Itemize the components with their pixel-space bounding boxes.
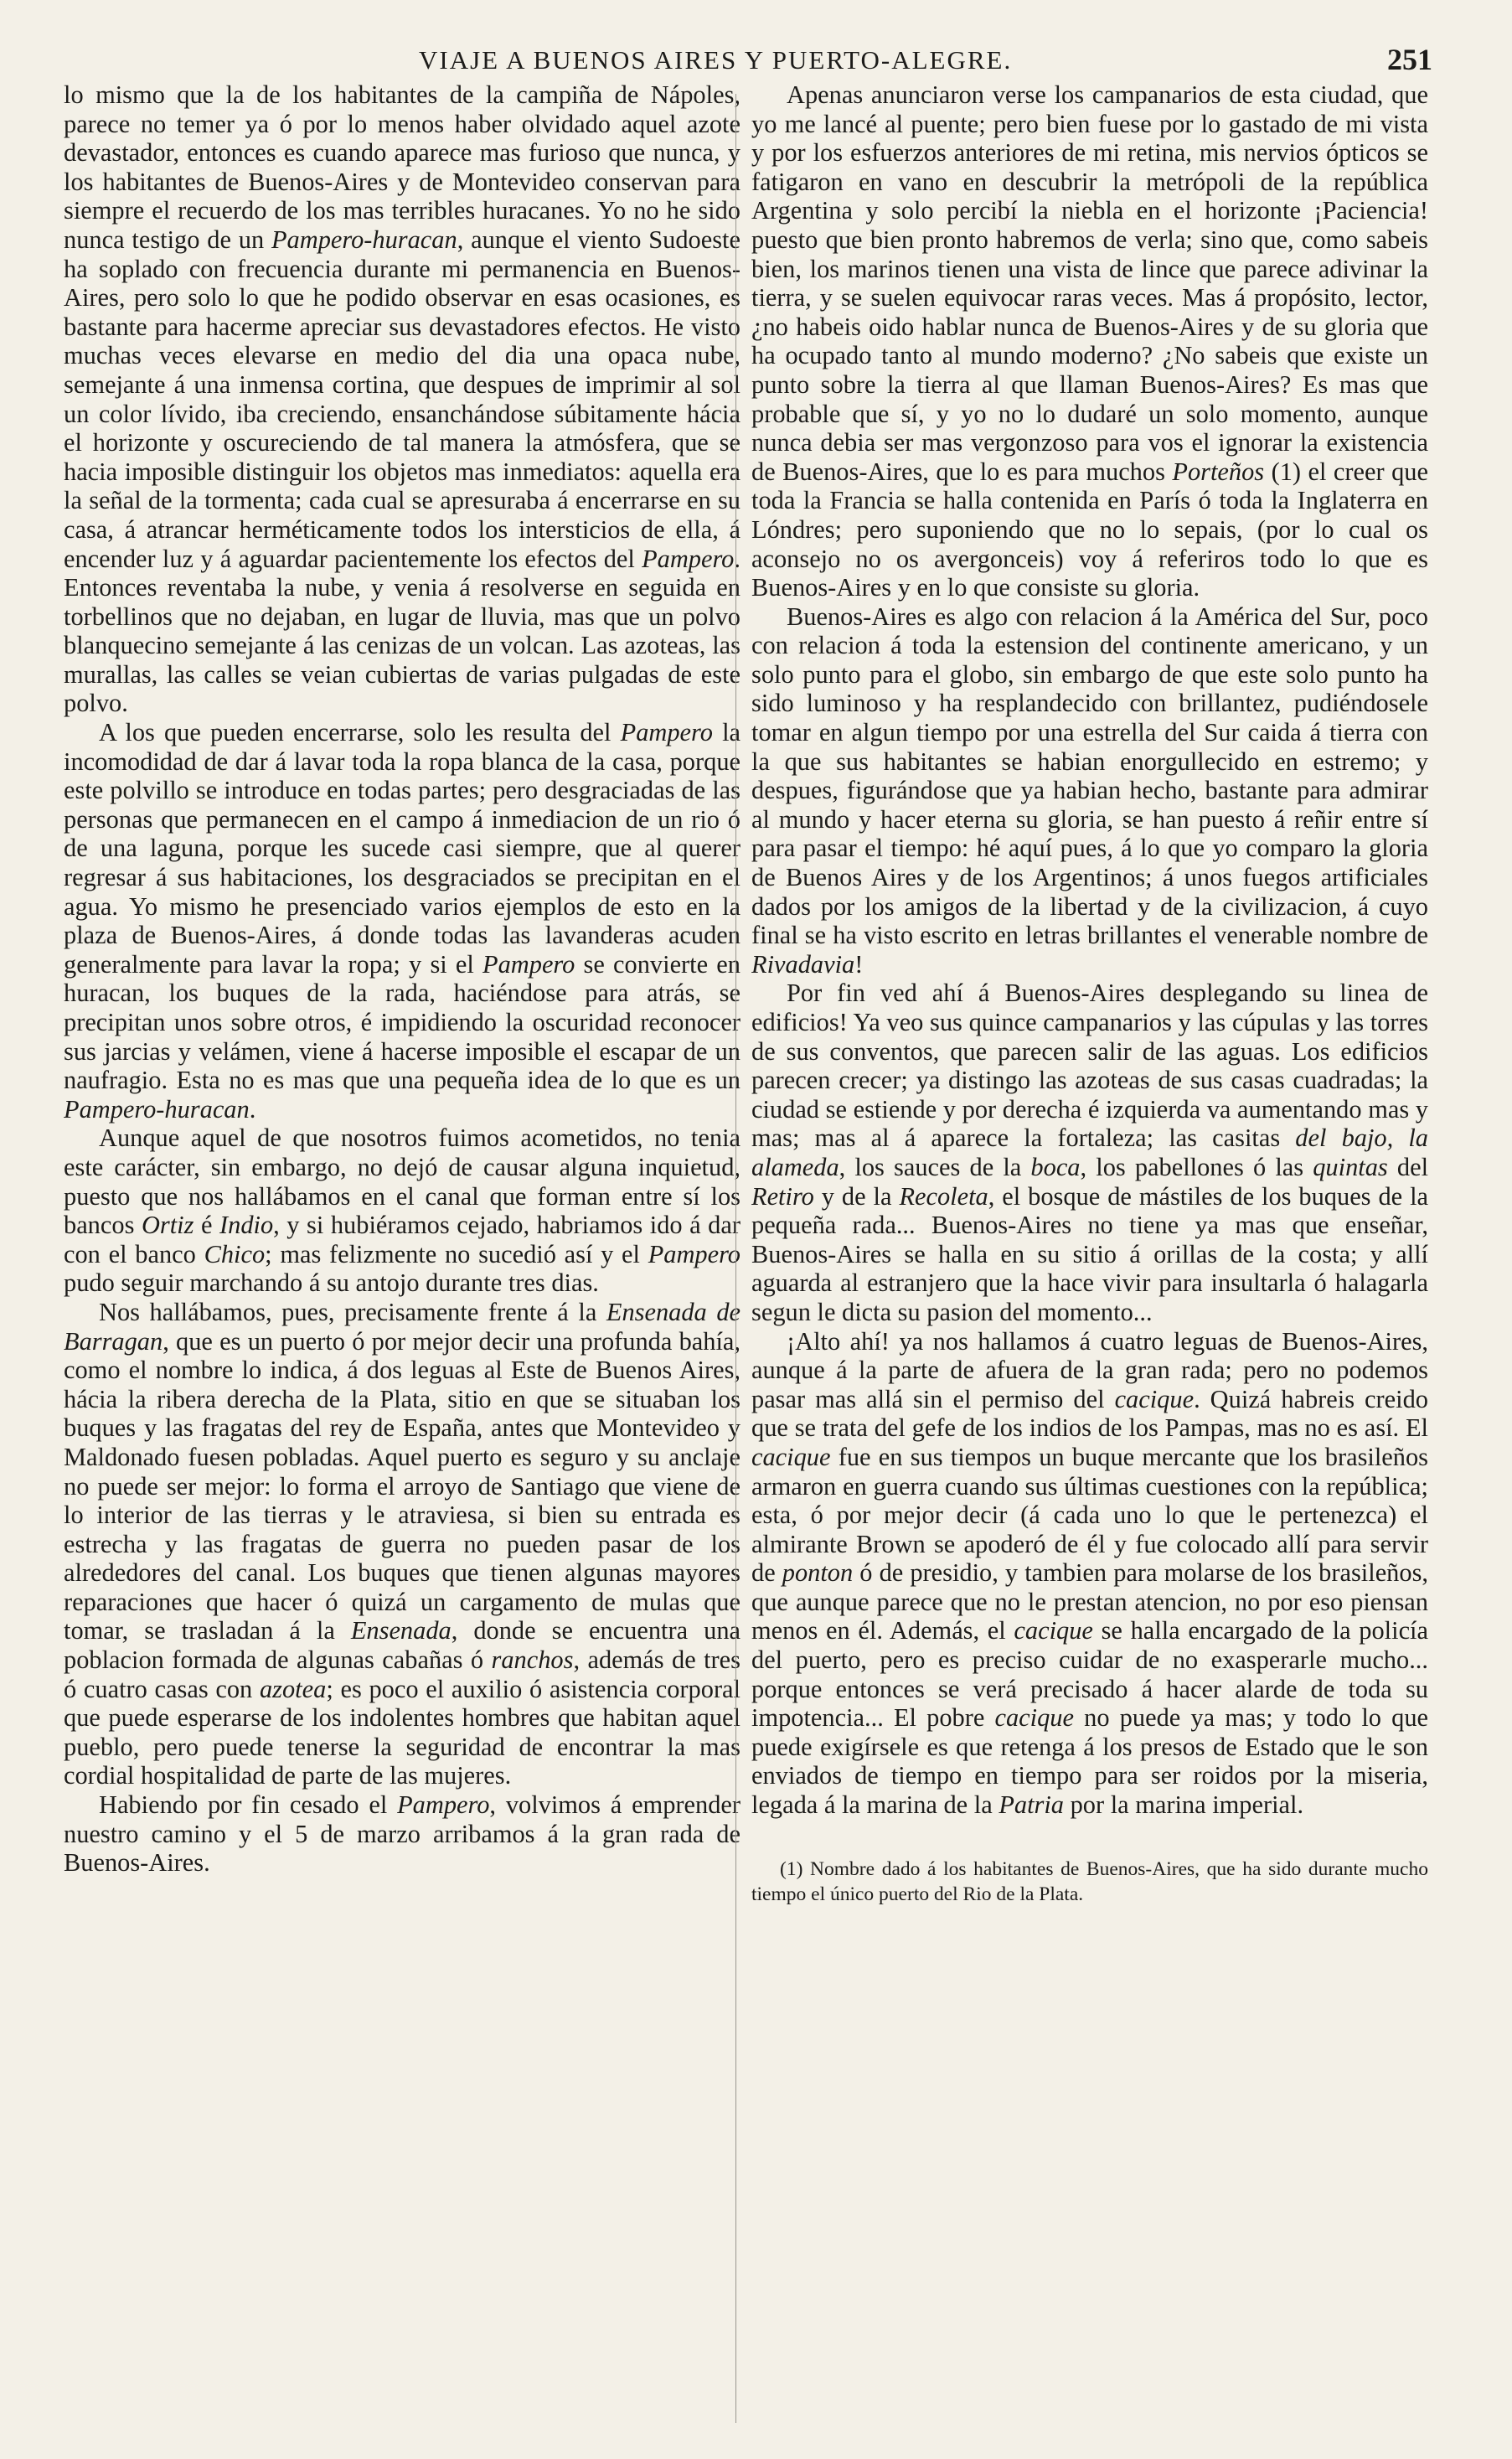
italic-term: azotea [259, 1674, 327, 1703]
italic-term: Pampero [642, 544, 735, 573]
italic-term: cacique [1114, 1384, 1195, 1413]
italic-term: cacique [994, 1703, 1074, 1733]
italic-term: Patria [999, 1790, 1064, 1820]
italic-term: boca [1030, 1152, 1081, 1181]
italic-term: Retiro [751, 1181, 814, 1211]
running-title: VIAJE A BUENOS AIRES Y PUERTO-ALEGRE. [419, 45, 1013, 75]
page-header [0, 30, 1512, 80]
column-divider [735, 94, 736, 2423]
italic-term: Ensenada de Barragan [64, 1297, 741, 1356]
paragraph: lo mismo que la de los habitantes de la campiña de Nápoles, parece no temer ya ó por lo menos haber olvidado aquel azote devastador, entonces es cuando aparece mas furioso que nunca, y los habitantes de Buenos-Aires y de Montevideo conservan para siempre el recuerdo de los mas terribles huracanes. Yo no he sido nunca testigo de un Pampero-huracan, aunque el viento Sudoeste ha soplado con frecuencia durante mi permanencia en Buenos-Aires, pero solo lo que he podido observar en esas ocasiones, es bastante para hacerme apreciar sus devastadores efectos. He visto muchas veces elevarse en medio del dia una opaca nube, semejante á una inmensa cortina, que despues de imprimir al sol un color lívido, iba creciendo, ensanchándose súbitamente hácia el horizonte y oscureciendo de tal manera la atmósfera, que se hacia imposible distinguir los objetos mas inmediatos: aquella era la señal de la tormenta; cada cual se apresuraba á encerrarse en su casa, á atrancar herméticamente todos los intersticios de ella, á encender luz y á aguardar pacientemente los efectos del Pampero. Entonces reventaba la nube, y venia á resolverse en seguida en torbellinos que no dejaban, en lugar de lluvia, mas que un polvo blanquecino semejante á las cenizas de un volcan. Las azoteas, las murallas, las calles se veian cubiertas de varias pulgadas de este polvo. [64, 80, 741, 718]
paragraph: Habiendo por fin cesado el Pampero, volvimos á emprender nuestro camino y el 5 de marzo arribamos á la gran rada de Buenos-Aires. [64, 1790, 741, 1878]
italic-term: Rivadavia [751, 949, 855, 979]
italic-term: Pampero [620, 718, 713, 747]
italic-term: quintas [1313, 1152, 1388, 1181]
page-number: 251 [1387, 43, 1432, 76]
italic-term: Porteños [1172, 457, 1265, 486]
paragraph: Buenos-Aires es algo con relacion á la América del Sur, poco con relacion á toda la estension del continente americano, y un solo punto para el globo, sin embargo de que este solo punto ha sido luminoso y ha resplandecido con brillantez, pudiéndosele tomar en algun tiempo por una estrella del Sur caida á tierra con la que sus habitantes se habian enorgullecido en estremo; y despues, figurándose que ya habian hecho, bastante para admirar al mundo y hacer eterna su gloria, se han puesto á reñir entre sí para pasar el tiempo: hé aquí pues, á lo que yo comparo la gloria de Buenos Aires y de los Argentinos; á unos fuegos artificiales dados por los amigos de la libertad y de la civilizacion, á cuyo final se ha visto escrito en letras brillantes el venerable nombre de Rivadavia! [751, 602, 1428, 979]
italic-term: Pampero [648, 1239, 741, 1268]
paragraph: Aunque aquel de que nosotros fuimos acometidos, no tenia este carácter, sin embargo, no dejó de causar alguna inquietud, puesto que nos hallábamos en el canal que forman entre sí los bancos Ortiz é Indio, y si hubiéramos cejado, habriamos ido á dar con el banco Chico; mas felizmente no sucedió así y el Pampero pudo seguir marchando á su antojo durante tres dias. [64, 1124, 741, 1298]
paragraph: ¡Alto ahí! ya nos hallamos á cuatro leguas de Buenos-Aires, aunque á la parte de afuera de la gran rada; pero no podemos pasar mas allá sin el permiso del cacique. Quizá habreis creido que se trata del gefe de los indios de los Pampas, mas no es así. El cacique fue en sus tiempos un buque mercante que los brasileños armaron en guerra cuando sus últimas cuestiones con la república; esta, ó por mejor decir (á cada uno lo que le pertenezca) el almirante Brown se apoderó de él y fue colocado allí para servir de ponton ó de presidio, y tambien para molarse de los brasileños, que aunque parece que no le prestan atencion, no por eso piensan menos en él. Además, el cacique se halla encargado de la policía del puerto, pero es preciso cuidar de no exasperarle mucho... porque entonces se verá precisado á hacer alarde de toda su impotencia... El pobre cacique no puede ya mas; y todo lo que puede exigírsele es que retenga á los presos de Estado que le son enviados de tiempo en tiempo para ser roidos por la miseria, legada á la marina de la Patria por la marina imperial. [751, 1326, 1428, 1820]
italic-term: Chico [204, 1239, 266, 1268]
footnote: (1) Nombre dado á los habitantes de Buenos-Aires, que ha sido durante mucho tiempo el único puerto del Rio de la Plata. [751, 1857, 1428, 1905]
italic-term: Indio [219, 1211, 274, 1240]
italic-term: Pampero-huracan [271, 225, 457, 254]
paragraph: Apenas anunciaron verse los campanarios de esta ciudad, que yo me lancé al puente; pero bien fuese por lo gastado de mi vista y por los esfuerzos anteriores de mi retina, mis nervios ópticos se fatigaron en vano en descubrir la metrópoli de la república Argentina y solo percibí la niebla en el horizonte ¡Paciencia! puesto que bien pronto habremos de verla; sino que, como sabeis bien, los marinos tienen una vista de lince que parece adivinar la tierra, y se suelen equivocar raras veces. Mas á propósito, lector, ¿no habeis oido hablar nunca de Buenos-Aires y de su gloria que ha ocupado tanto al mundo moderno? ¿No sabeis que existe un punto sobre la tierra al que llaman Buenos-Aires? Es mas que probable que sí, y yo no lo dudaré un solo momento, aunque nunca debia ser mas vergonzoso para vos el ignorar la existencia de Buenos-Aires, que lo es para muchos Porteños (1) el creer que toda la Francia se halla contenida en París ó toda la Inglaterra en Lóndres; pero suponiendo que no lo sepais, (por lo cual os aconsejo no os avergonceis) voy á referiros todo lo que es Buenos-Aires y en lo que consiste su gloria. [751, 80, 1428, 602]
italic-term: Recoleta [899, 1181, 988, 1211]
italic-term: Pampero-huracan [64, 1094, 250, 1124]
italic-term: Pampero [482, 949, 575, 979]
paragraph: Nos hallábamos, pues, precisamente frente á la Ensenada de Barragan, que es un puerto ó por mejor decir una profunda bahía, como el nombre lo indica, á dos leguas al Este de Buenos Aires, hácia la ribera derecha de la Plata, sitio en que se situaban los buques y las fragatas del rey de España, antes que Montevideo y Maldonado fuesen pobladas. Aquel puerto es seguro y su anclaje no puede ser mejor: lo forma el arroyo de Santiago que viene de lo interior de las tierras y le atraviesa, si bien su entrada es estrecha y las fragatas de guerra no pueden pasar de los alrededores del canal. Los buques que tienen algunas mayores reparaciones que hacer ó quizá un cargamento de mulas que tomar, se trasladan á la Ensenada, donde se encuentra una poblacion formada de algunas cabañas ó ranchos, además de tres ó cuatro casas con azotea; es poco el auxilio ó asistencia corporal que puede esperarse de los indolentes hombres que habitan aquel pueblo, pero puede tenerse la seguridad de encontrar la mas cordial hospitalidad de parte de las mujeres. [64, 1297, 741, 1790]
italic-term: Ensenada [350, 1616, 452, 1645]
italic-term: cacique [751, 1442, 831, 1471]
italic-term: cacique [1014, 1616, 1093, 1645]
left-column [64, 80, 741, 2443]
italic-term: Pampero [397, 1790, 490, 1820]
italic-term: ponton [782, 1558, 854, 1588]
italic-term: del bajo, la alameda [751, 1124, 1428, 1181]
right-column [751, 80, 1428, 2443]
paragraph: Por fin ved ahí á Buenos-Aires desplegando su linea de edificios! Ya veo sus quince campanarios y las cúpulas y las torres de sus conventos, que parecen salir de las aguas. Los edificios parecen crecer; ya distingo las azoteas de sus casas cuadradas; la ciudad se estiende y por derecha é izquierda va aumentando mas y mas; mas al á aparece la fortaleza; las casitas del bajo, la alameda, los sauces de la boca, los pabellones ó las quintas del Retiro y de la Recoleta, el bosque de mástiles de los buques de la pequeña rada... Buenos-Aires no tiene ya mas que enseñar, Buenos-Aires se halla en su sitio á orillas de la costa; y allí aguarda al estranjero que la hace vivir para insultarla ó halagarla segun le dicta su pasion del momento... [751, 979, 1428, 1326]
paragraph: A los que pueden encerrarse, solo les resulta del Pampero la incomodidad de dar á lavar toda la ropa blanca de la casa, porque este polvillo se introduce en todas partes; pero desgraciadas de las personas que permanecen en el campo á inmediacion de un rio ó de una laguna, porque les sucede casi siempre, que al querer regresar á sus habitaciones, los desgraciados se precipitan en el agua. Yo mismo he presenciado varios ejemplos de esto en la plaza de Buenos-Aires, á donde todas las lavanderas acuden generalmente para lavar la ropa; y si el Pampero se convierte en huracan, los buques de la rada, haciéndose para atrás, se precipitan unos sobre otros, é impidiendo la oscuridad reconocer sus jarcias y velámen, viene á hacerse imposible el escapar de un naufragio. Esta no es mas que una pequeña idea de lo que es un Pampero-huracan. [64, 718, 741, 1124]
italic-term: Ortiz [141, 1211, 194, 1240]
italic-term: ranchos [491, 1645, 574, 1675]
